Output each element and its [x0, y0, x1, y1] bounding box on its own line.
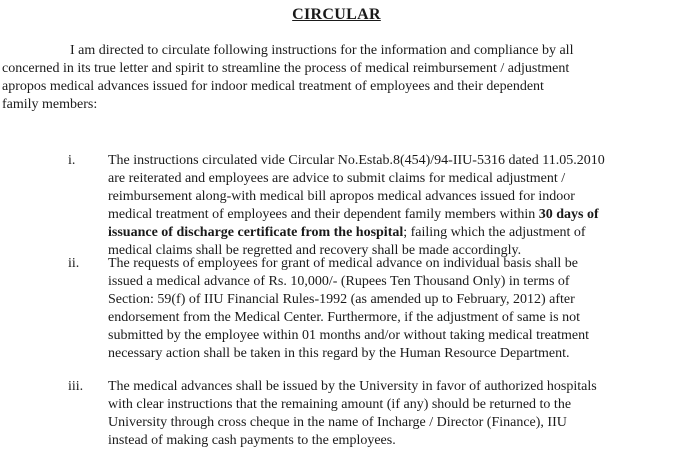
- item-text: [108, 378, 664, 450]
- item-number: ii.: [68, 256, 80, 271]
- item-line: medical claims shall be regretted and recovery shall be made accordingly.: [108, 243, 522, 258]
- item-text-segment: ; failing which the adjustment of: [403, 225, 586, 240]
- deadline-emphasis: 30 days of: [538, 207, 599, 222]
- item-line: [108, 206, 664, 224]
- item-line: University through cross cheque in the name of Incharge / Director (Finance), IIU: [108, 415, 567, 430]
- intro-paragraph: [2, 42, 668, 114]
- item-line: submitted by the employee within 01 months and/or without taking medical treatment: [108, 328, 589, 343]
- item-line: issued a medical advance of Rs. 10,000/- (Rupees Ten Thousand Only) in terms of: [108, 274, 570, 289]
- item-line: reimbursement along-with medical bill apropos medical advances issued for indoor: [108, 189, 575, 204]
- intro-line: I am directed to circulate following instructions for the information and compliance by all: [70, 43, 574, 58]
- intro-line: apropos medical advances issued for indoor medical treatment of employees and their dependent: [2, 79, 544, 94]
- item-text: [108, 152, 664, 260]
- intro-line: concerned in its true letter and spirit to streamline the process of medical reimbursement / adjustment: [2, 61, 570, 76]
- item-number: iii.: [68, 379, 84, 394]
- intro-line: family members:: [2, 97, 98, 112]
- item-line: The medical advances shall be issued by the University in favor of authorized hospitals: [108, 379, 597, 394]
- item-line: endorsement from the Medical Center. Furthermore, if the adjustment of same is not: [108, 310, 580, 325]
- document-heading: CIRCULAR: [292, 6, 381, 23]
- deadline-emphasis: issuance of discharge certificate from the hospital: [108, 225, 404, 240]
- item-line: Section: 59(f) of IIU Financial Rules-1992 (as amended up to February, 2012) after: [108, 292, 575, 307]
- item-text-segment: medical treatment of employees and their dependent family members within: [108, 207, 539, 222]
- item-line: [108, 224, 664, 242]
- item-line: necessary action shall be taken in this regard by the Human Resource Department.: [108, 346, 570, 361]
- item-number: i.: [68, 153, 76, 168]
- item-line: are reiterated and employees are advice to submit claims for medical adjustment /: [108, 171, 566, 186]
- item-text: [108, 255, 664, 363]
- item-line: instead of making cash payments to the employees.: [108, 433, 396, 448]
- item-line: The instructions circulated vide Circular No.Estab.8(454)/94-IIU-5316 dated 11.05.2010: [108, 153, 605, 168]
- item-line: with clear instructions that the remaining amount (if any) should be returned to the: [108, 397, 572, 412]
- item-line: The requests of employees for grant of medical advance on individual basis shall be: [108, 256, 579, 271]
